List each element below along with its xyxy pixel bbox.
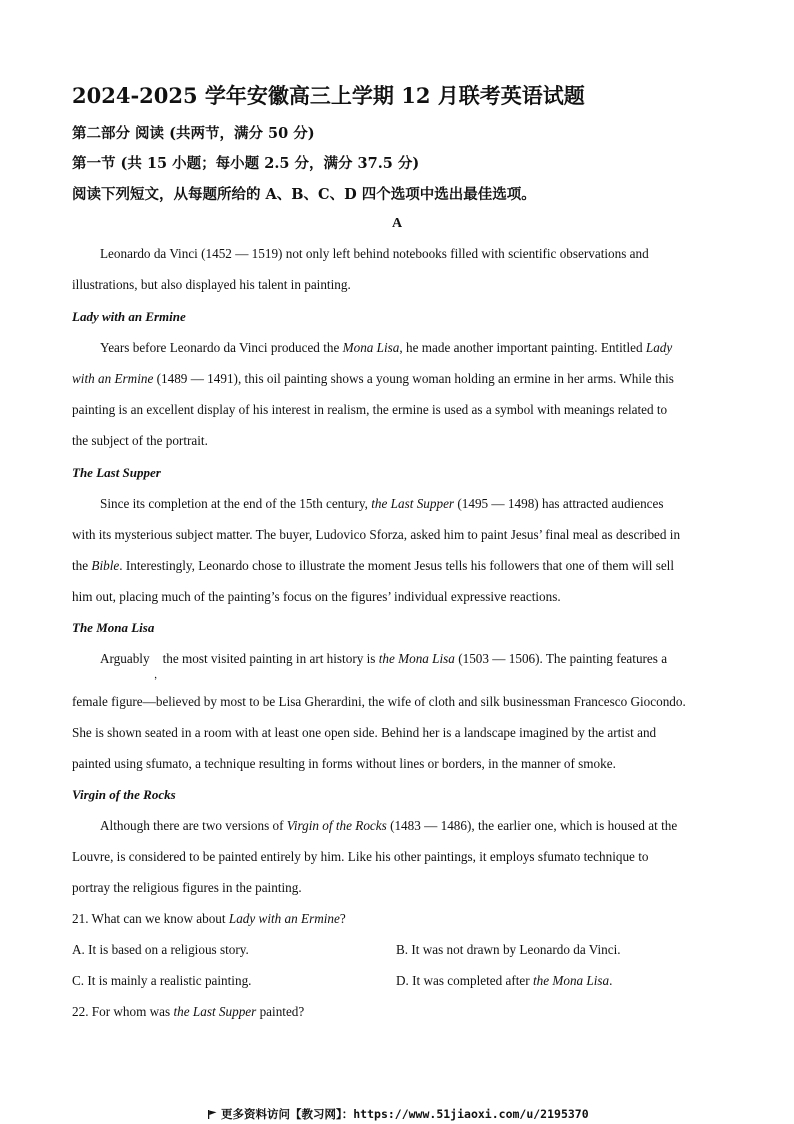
text-span: (1495 — 1498) has attracted audiences: [454, 496, 664, 511]
intro-line-2: illustrations, but also displayed his talent in painting.: [72, 277, 351, 292]
virgin-line-3: portray the religious figures in the painting.: [72, 880, 302, 895]
mona-line-1: [100, 651, 667, 667]
lady-line-3: painting is an excellent display of his interest in realism, the ermine is used as a symbol with meanings related to: [72, 402, 668, 417]
title-span: the Last Supper: [173, 1004, 257, 1019]
lady-line-2: [72, 371, 674, 387]
title-span: Lady with an Ermine: [228, 911, 340, 926]
supper-line-4: him out, placing much of the painting’s focus on the figures’ individual expressive reactions.: [72, 589, 561, 604]
text-span: D. It was completed after: [396, 973, 533, 988]
supper-line-3: [72, 558, 674, 574]
comma-mark: ，: [154, 670, 164, 681]
question-21: [72, 911, 346, 927]
lady-line-1: [100, 340, 672, 356]
title-span: Mona Lisa: [342, 340, 400, 355]
option-a: A. It is based on a religious story.: [72, 942, 249, 957]
text-span: Since its completion at the end of the 15th century,: [100, 496, 372, 511]
footer-link[interactable]: [208, 1106, 589, 1122]
title-span: with an Ermine: [72, 371, 154, 386]
text-span: (1503 — 1506). The painting features a: [454, 651, 668, 666]
option-c: C. It is mainly a realistic painting.: [72, 973, 252, 988]
title-span: Bible: [91, 558, 120, 573]
question-22: [72, 1004, 304, 1020]
text-span: ?: [339, 911, 346, 926]
text-span: painted?: [256, 1004, 305, 1019]
virgin-line-2: Louvre, is considered to be painted entirely by him. Like his other paintings, it employs sfumato technique to: [72, 849, 649, 864]
title-span: the Last Supper: [371, 496, 455, 511]
text-span: Arguably: [100, 651, 150, 666]
mona-line-4: painted using sfumato, a technique resulting in forms without lines or borders, in the manner of smoke.: [72, 756, 616, 771]
part-heading: 第二部分 阅读 (共两节，满分 50 分): [72, 125, 315, 142]
text-span: Although there are two versions of: [100, 818, 287, 833]
text-span: Years before Leonardo da Vinci produced the: [100, 340, 343, 355]
passage-label: A: [391, 216, 403, 231]
footer-text[interactable]: 更多资料访问【教习网】：https://www.51jiaoxi.com/u/2195370: [221, 1107, 589, 1121]
lady-line-4: the subject of the portrait.: [72, 433, 208, 448]
title-span: Lady: [645, 340, 673, 355]
option-d: [396, 973, 612, 989]
page-title: 2024-2025 学年安徽高三上学期 12 月联考英语试题: [72, 83, 585, 108]
intro-line-1: Leonardo da Vinci (1452 — 1519) not only left behind notebooks filled with scientific observations and: [100, 246, 649, 261]
mona-line-3: She is shown seated in a room with at least one open side. Behind her is a landscape imagined by the artist and: [72, 725, 657, 740]
text-span: , he made another important painting. Entitled: [399, 340, 646, 355]
text-span: the: [72, 558, 92, 573]
title-span: the Mona Lisa: [532, 973, 610, 988]
supper-line-1: [100, 496, 664, 512]
subheading-mona: The Mona Lisa: [72, 620, 155, 635]
subheading-virgin: Virgin of the Rocks: [72, 787, 176, 802]
text-span: (1489 — 1491), this oil painting shows a young woman holding an ermine in her arms. While this: [153, 371, 674, 386]
text-span: (1483 — 1486), the earlier one, which is housed at the: [386, 818, 678, 833]
subheading-supper: The Last Supper: [72, 465, 161, 480]
text-span: 22. For whom was: [72, 1004, 174, 1019]
subheading-lady: Lady with an Ermine: [72, 309, 186, 324]
text-span: .: [609, 973, 613, 988]
flag-icon: [208, 1110, 217, 1119]
text-span: 21. What can we know about: [72, 911, 229, 926]
supper-line-2: with its mysterious subject matter. The buyer, Ludovico Sforza, asked him to paint Jesus’ final meal as described in: [72, 527, 681, 542]
virgin-line-1: [100, 818, 677, 834]
title-span: the Mona Lisa: [378, 651, 455, 666]
text-span: the most visited painting in art history is: [162, 651, 379, 666]
option-b: B. It was not drawn by Leonardo da Vinci.: [396, 942, 621, 957]
section-heading: 第一节 (共 15 小题；每小题 2.5 分，满分 37.5 分): [72, 155, 420, 172]
instructions: 阅读下列短文，从每题所给的 A、B、C、D 四个选项中选出最佳选项。: [72, 186, 536, 203]
mona-line-2: female figure—believed by most to be Lisa Gherardini, the wife of cloth and silk businessman Francesco Giocondo.: [72, 694, 686, 709]
text-span: . Interestingly, Leonardo chose to illustrate the moment Jesus tells his followers that one of them will sell: [119, 558, 675, 573]
title-span: Virgin of the Rocks: [286, 818, 387, 833]
